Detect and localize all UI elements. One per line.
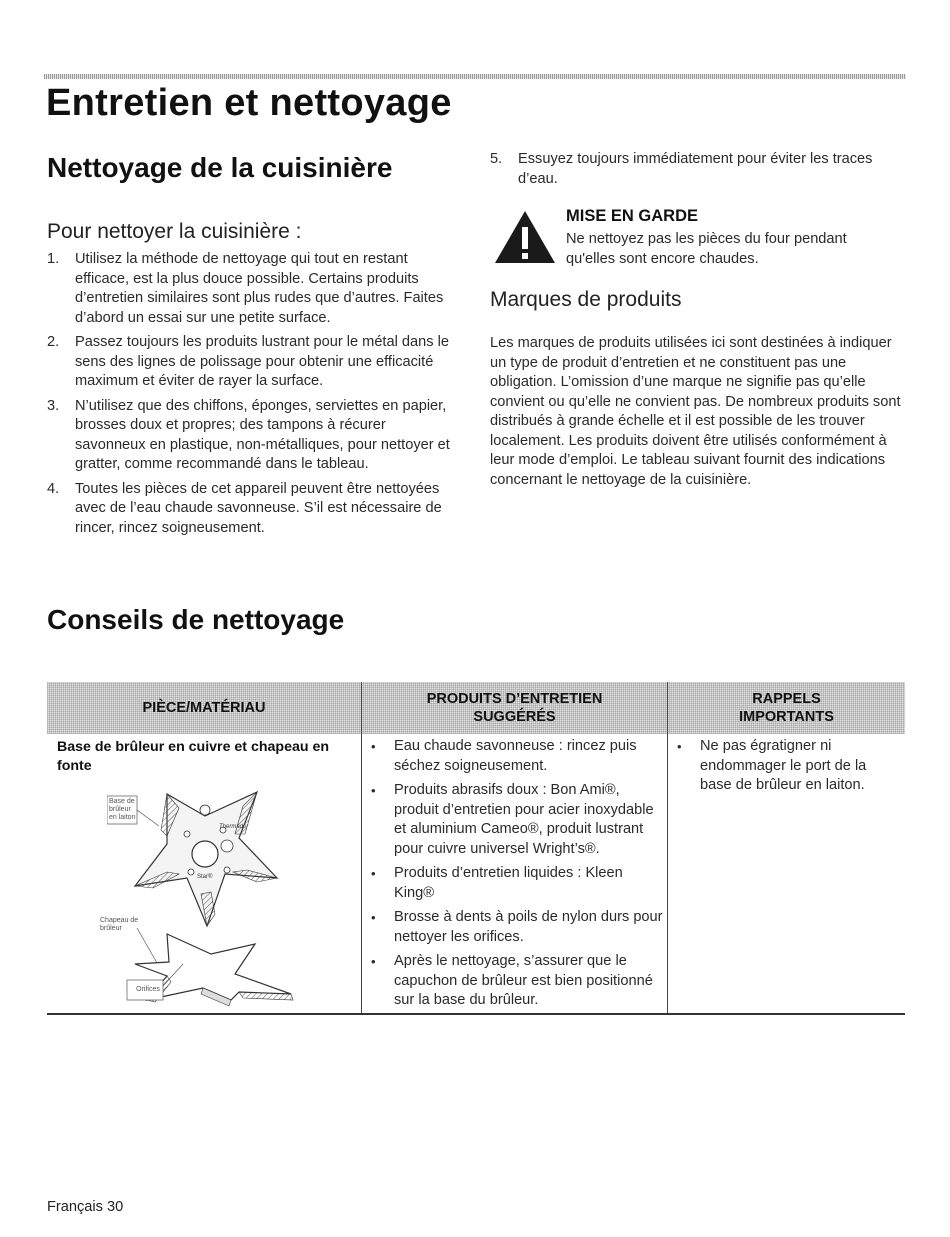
cleaning-steps-list	[47, 250, 459, 540]
section-heading-tips: Conseils de nettoyage	[47, 604, 345, 635]
subheading-brands: Marques de produits	[490, 288, 682, 311]
label-burner-cap: Chapeau de brûleur	[100, 917, 139, 932]
list-item: • Ne pas égratigner ni endommager le port de la base de brûleur en laiton.	[671, 737, 901, 796]
column-header-products: PRODUITS D’ENTRETIEN SUGGÉRÉS	[426, 691, 603, 725]
brands-paragraph: Les marques de produits utilisées ici sont destinées à indiquer un type de produit d’entretien et ne constituent pas une obligation. L’omission d’une marque ne signifie pas qu’elle convient ou qu’elle ne convient pas. De nombreux produits sont distribués à grande échelle et il est possible de les trouver localement. Les produits doivent être utilisés conformément à leur mode d’emploi. Le tableau suivant fournit des indications concernant le nettoyage de la cuisinière.	[490, 335, 901, 488]
page-footer: Français 30	[47, 1199, 124, 1215]
label-orifices: Orifices	[136, 986, 160, 993]
engraving-thermador: Thermador	[219, 824, 249, 830]
cleaning-step: 2. Passez toujours les produits lustrant pour le métal dans le sens des lignes de polissage pour obtenir une efficacité maximum et éviter de rayer la surface.	[47, 334, 449, 389]
column-divider	[667, 682, 668, 1014]
table-bottom-rule	[47, 1013, 905, 1015]
label-burner-base: Base de brûleur en laiton	[109, 798, 136, 821]
column-header-reminders: RAPPELS IMPORTANTS	[739, 691, 834, 725]
reminders-list	[671, 737, 901, 801]
cleaning-step: 5. Essuyez toujours immédiatement pour éviter les traces d’eau.	[490, 151, 873, 187]
burner-illustration	[107, 786, 347, 1008]
engraving-star: Star®	[197, 874, 213, 880]
cleaning-steps-list-continued	[490, 150, 904, 191]
warning-triangle-icon	[493, 209, 557, 265]
page-title: Entretien et nettoyage	[46, 82, 452, 124]
suggested-products-list	[365, 737, 663, 1016]
cleaning-step: 1. Utilisez la méthode de nettoyage qui tout en restant efficace, est la plus douce possible. Certains produits d’entretien similaires sont plus rudes que d’autres. Faites d’abord un essai sur une petite surface.	[47, 251, 444, 326]
part-name: Base de brûleur en cuivre et chapeau en fonte	[57, 739, 330, 774]
list-item: • Produits abrasifs doux : Bon Ami®, produit d’entretien pour acier inoxydable et aluminium Cameo®, produit lustrant pour cuivre universel Wright’s®.	[365, 781, 663, 859]
list-item: • Brosse à dents à poils de nylon durs pour nettoyer les orifices.	[365, 908, 663, 947]
header-rule	[44, 74, 906, 79]
caution-title: MISE EN GARDE	[566, 207, 699, 225]
subheading-how-to-clean: Pour nettoyer la cuisinière :	[47, 220, 302, 243]
caution-text: Ne nettoyez pas les pièces du four pendant qu'elles sont encore chaudes.	[566, 231, 847, 267]
cleaning-step: 4. Toutes les pièces de cet appareil peuvent être nettoyées avec de l’eau chaude savonneuse. S’il est nécessaire de rincer, rincez soigneusement.	[47, 480, 442, 536]
list-item: • Produits d’entretien liquides : Kleen King®	[365, 864, 663, 903]
cleaning-step: 3. N’utilisez que des chiffons, éponges, serviettes en papier, brosses doux et propres; des tampons à récurer savonneux en plastique, non-métalliques, pour nettoyer et gratter, comme recommandé dans le tableau.	[47, 397, 450, 472]
list-item: • Eau chaude savonneuse : rincez puis séchez soigneusement.	[365, 737, 663, 776]
section-heading-cleaning: Nettoyage de la cuisinière	[47, 152, 393, 183]
column-divider	[361, 682, 362, 1014]
list-item: • Après le nettoyage, s’assurer que le capuchon de brûleur est bien positionné sur la base du brûleur.	[365, 952, 663, 1011]
column-header-part: PIÈCE/MATÉRIAU	[142, 700, 266, 716]
